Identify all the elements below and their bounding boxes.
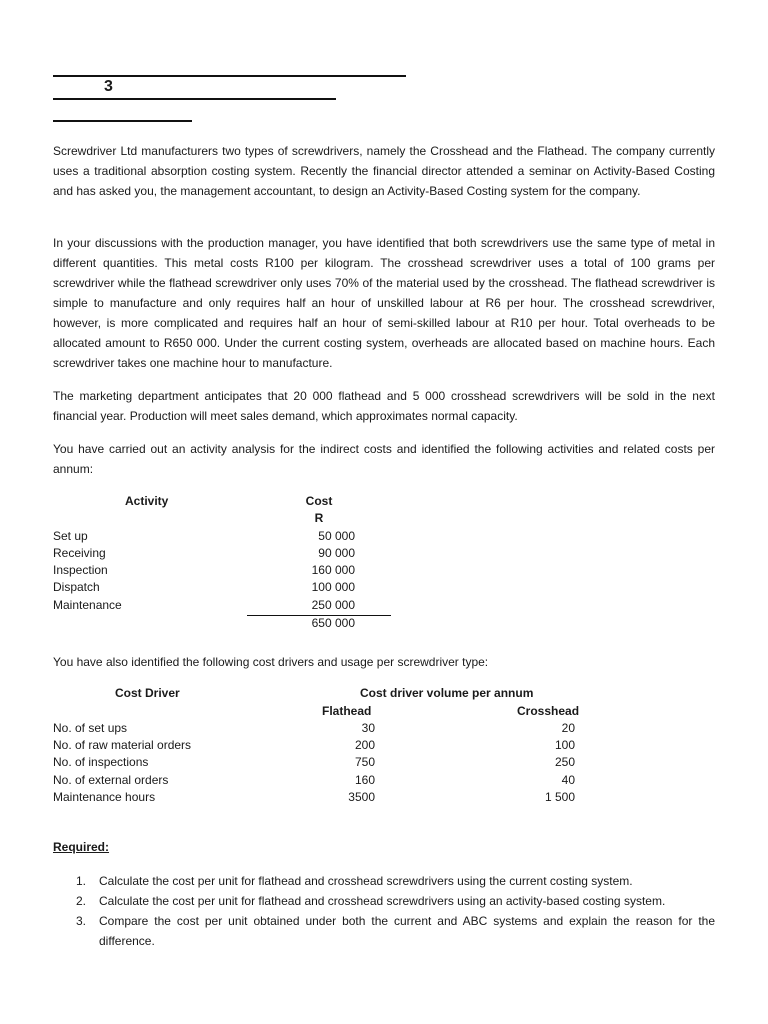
activity-header: Activity	[125, 494, 169, 508]
required-item	[53, 871, 715, 891]
header-rule-top	[53, 75, 406, 77]
crosshead-volume: 1 500	[544, 790, 575, 804]
cost-unit-header: R	[314, 511, 324, 525]
driver-intro-paragraph: You have also identified the following cost drivers and usage per screwdriver type:	[53, 655, 489, 669]
crosshead-volume: 100	[554, 738, 575, 752]
flathead-header: Flathead	[322, 704, 372, 718]
flathead-volume: 3500	[348, 790, 375, 804]
required-item-text: Calculate the cost per unit for flathead and crosshead screwdrivers using the current costing system.	[99, 874, 633, 888]
required-item-text: Compare the cost per unit obtained under both the current and ABC systems and explain the reason for the difference.	[99, 914, 715, 948]
activity-name: Maintenance	[53, 598, 122, 612]
cost-driver-header: Cost Driver	[115, 686, 180, 700]
cost-driver-name: No. of raw material orders	[53, 738, 192, 752]
flathead-volume: 160	[354, 773, 375, 787]
required-item	[53, 911, 715, 951]
activity-cost: 90 000	[318, 546, 355, 560]
activity-cost: 250 000	[311, 598, 355, 612]
activity-cost: 160 000	[311, 563, 355, 577]
header-rule-middle	[53, 98, 336, 100]
required-item-number: 1.	[76, 874, 87, 888]
activity-intro-paragraph: You have carried out an activity analysis for the indirect costs and identified the following activities and related costs per annum:	[53, 442, 715, 476]
required-heading: Required:	[53, 840, 110, 854]
activity-name: Set up	[53, 529, 88, 543]
required-item-text: Calculate the cost per unit for flathead and crosshead screwdrivers using an activity-based costing system.	[99, 894, 666, 908]
activity-name: Dispatch	[53, 580, 100, 594]
crosshead-volume: 250	[554, 755, 575, 769]
header-rule-bottom	[53, 120, 192, 122]
activity-name: Receiving	[53, 546, 106, 560]
flathead-volume: 200	[354, 738, 375, 752]
cost-driver-name: No. of set ups	[53, 721, 128, 735]
activity-cost: 50 000	[318, 529, 355, 543]
flathead-volume: 30	[361, 721, 375, 735]
activity-cost: 100 000	[311, 580, 355, 594]
cost-header: Cost	[305, 494, 333, 508]
flathead-volume: 750	[354, 755, 375, 769]
crosshead-header: Crosshead	[517, 704, 580, 718]
activity-total: 650 000	[311, 616, 355, 630]
cost-driver-name: No. of inspections	[53, 755, 149, 769]
cost-driver-name: No. of external orders	[53, 773, 169, 787]
required-item-number: 3.	[76, 914, 87, 928]
required-item	[53, 891, 715, 911]
marketing-paragraph: The marketing department anticipates that 20 000 flathead and 5 000 crosshead screwdrivers will be sold in the next financial year. Production will meet sales demand, which approximates normal capacity.	[53, 389, 715, 423]
activity-name: Inspection	[53, 563, 108, 577]
required-list	[53, 871, 715, 951]
intro-paragraph: Screwdriver Ltd manufacturers two types of screwdrivers, namely the Crosshead and the Flathead. The company currently uses a traditional absorption costing system. Recently the financial director attended a seminar on Activity-Based Costing and has asked you, the management accountant, to design an Activity-Based Costing system for the company.	[53, 144, 715, 198]
production-paragraph: In your discussions with the production manager, you have identified that both screwdrivers use the same type of metal in different quantities. This metal costs R100 per kilogram. The crosshead screwdriver uses a total of 100 grams per screwdriver while the flathead screwdriver only uses 70% of the material used by the crosshead. The flathead screwdriver is simple to manufacture and only requires half an hour of unskilled labour at R6 per hour. The crosshead screwdriver, however, is more complicated and requires half an hour of semi-skilled labour at R10 per hour. Total overheads to be allocated amount to R650 000. Under the current costing system, overheads are allocated based on machine hours. Each screwdriver takes one machine hour to manufacture.	[53, 236, 715, 370]
crosshead-volume: 20	[561, 721, 575, 735]
required-item-number: 2.	[76, 894, 87, 908]
cost-driver-name: Maintenance hours	[53, 790, 156, 804]
crosshead-volume: 40	[561, 773, 575, 787]
cost-driver-volume-header: Cost driver volume per annum	[360, 686, 534, 700]
question-number: 3	[104, 78, 113, 95]
